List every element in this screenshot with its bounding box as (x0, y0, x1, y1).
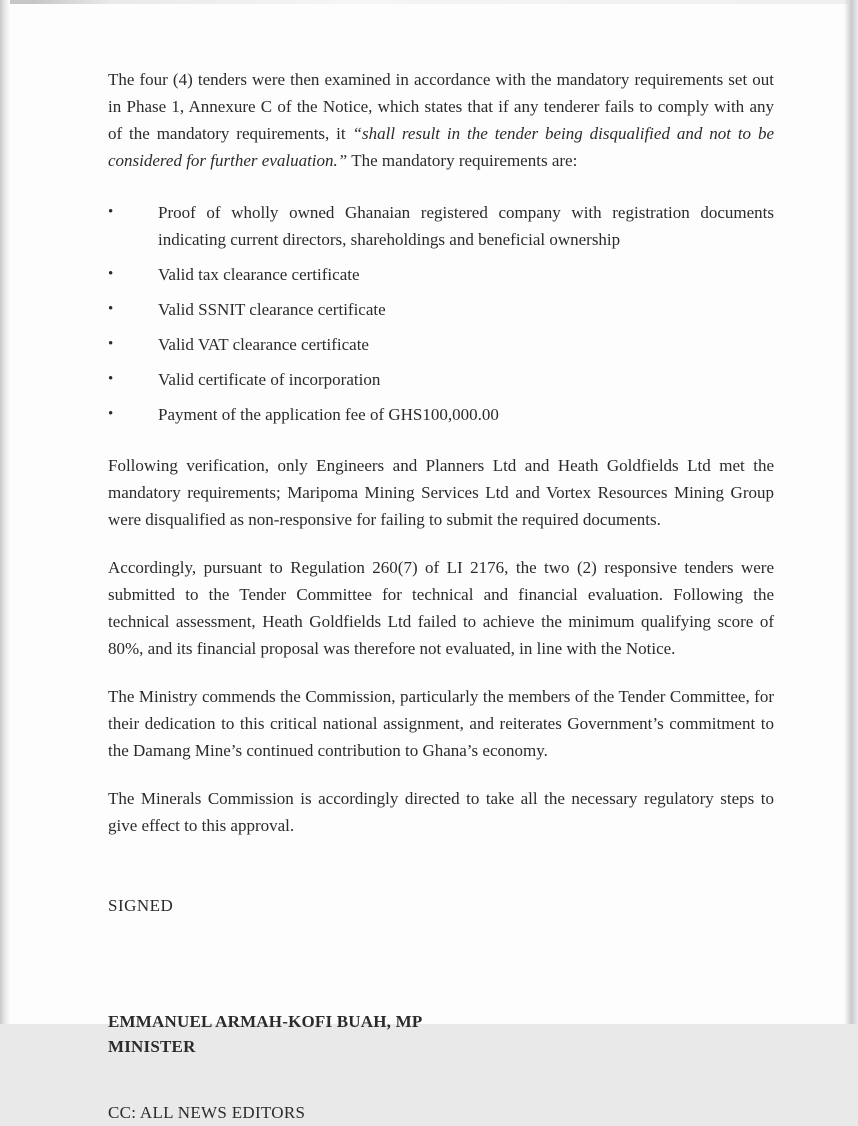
signatory-title: MINISTER (108, 1037, 196, 1056)
verification-paragraph: Following verification, only Engineers and Planners Ltd and Heath Goldfields Ltd met the mandatory requirements; Maripoma Mining Services Ltd and Vortex Resources Mining Group were disqualified as non-responsive for failing to submit the required documents. (108, 456, 774, 529)
commendation-paragraph: The Ministry commends the Commission, particularly the members of the Tender Committee, for their dedication to this critical national assignment, and reiterates Government’s commitment to the Damang Mine’s continued contribution to Ghana’s economy. (108, 687, 774, 760)
requirement-text: Valid VAT clearance certificate (158, 335, 369, 354)
requirements-list (108, 199, 774, 428)
intro-text-after-quote: The mandatory requirements are: (347, 151, 578, 170)
directive-paragraph: The Minerals Commission is accordingly directed to take all the necessary regulatory steps to give effect to this approval. (108, 789, 774, 835)
signed-label: SIGNED (108, 896, 174, 915)
bullet-marker: • (108, 336, 114, 352)
cc-line: CC: ALL NEWS EDITORS (108, 1103, 306, 1122)
requirement-text: Valid SSNIT clearance certificate (158, 300, 386, 319)
bullet-marker: • (108, 406, 114, 422)
bullet-marker: • (108, 204, 114, 220)
requirement-item (108, 331, 774, 358)
requirement-text: Valid certificate of incorporation (158, 370, 381, 389)
requirement-text: Valid tax clearance certificate (158, 265, 360, 284)
bullet-marker: • (108, 301, 114, 317)
evaluation-paragraph: Accordingly, pursuant to Regulation 260(7) of LI 2176, the two (2) responsive tenders were submitted to the Tender Committee for technical and financial evaluation. Following the technical assessment, Heath Goldfields Ltd failed to achieve the minimum qualifying score of 80%, and its financial proposal was therefore not evaluated, in line with the Notice. (108, 558, 774, 658)
requirement-text: Payment of the application fee of GHS100,000.00 (158, 405, 499, 424)
bullet-marker: • (108, 266, 114, 282)
bullet-marker: • (108, 371, 114, 387)
signatory-name: EMMANUEL ARMAH-KOFI BUAH, MP (108, 1012, 423, 1031)
requirement-text: Proof of wholly owned Ghanaian registered company with registration documents indicating current directors, shareholdings and beneficial ownership (158, 203, 774, 249)
signatory-block (108, 1009, 774, 1059)
requirement-item (108, 296, 774, 323)
requirement-item (108, 401, 774, 428)
requirement-item (108, 261, 774, 288)
requirement-item (108, 199, 774, 253)
quoted-clause: “shall result in the tender being disqualified and not to be considered for further evaluation.” (108, 124, 774, 170)
intro-text-before-quote: The four (4) tenders were then examined in accordance with the mandatory requirements set out in Phase 1, Annexure C of the Notice, which states that if any tenderer fails to comply with any of the mandatory requirements, it (108, 70, 774, 143)
intro-paragraph (108, 66, 774, 174)
requirement-item (108, 366, 774, 393)
